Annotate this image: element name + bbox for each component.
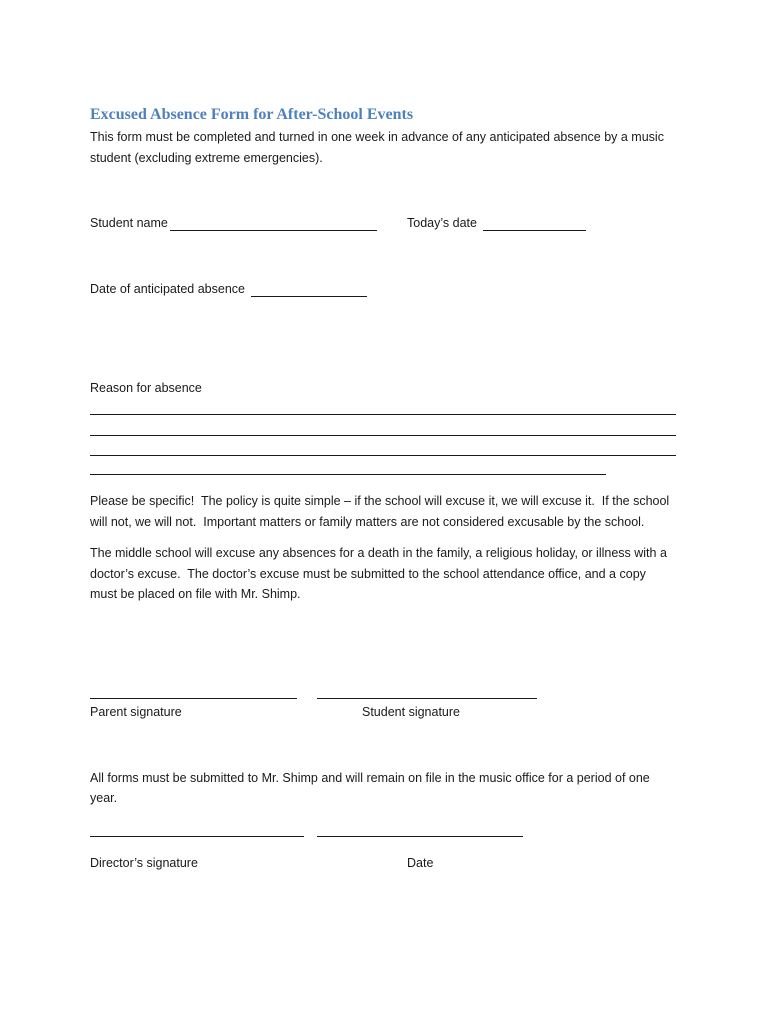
policy-p2-line-2: doctor’s excuse. The doctor’s excuse must be submitted to the school attendance office, and a copy — [90, 567, 646, 581]
reason-label: Reason for absence — [90, 381, 202, 395]
student-name-field[interactable] — [170, 230, 377, 231]
form-title: Excused Absence Form for After-School Events — [90, 106, 414, 123]
todays-date-field[interactable] — [483, 230, 586, 231]
policy-p1-line-1: Please be specific! The policy is quite simple – if the school will excuse it, we will excuse it. If the school — [90, 494, 670, 508]
todays-date-label: Today’s date — [407, 216, 477, 230]
office-note-line-1: All forms must be submitted to Mr. Shimp and will remain on file in the music office for a period of one — [90, 771, 650, 785]
absence-date-label: Date of anticipated absence — [90, 282, 245, 296]
director-date-field[interactable] — [317, 836, 523, 837]
intro-line-1: This form must be completed and turned in one week in advance of any anticipated absence by a music — [90, 130, 664, 144]
policy-p1-line-2: will not, we will not. Important matters or family matters are not considered excusable by the school. — [90, 515, 645, 529]
student-name-label: Student name — [90, 216, 168, 230]
reason-line-3[interactable] — [90, 455, 676, 456]
director-signature-field[interactable] — [90, 836, 304, 837]
policy-p2-line-3: must be placed on file with Mr. Shimp. — [90, 587, 301, 601]
reason-line-4[interactable] — [90, 474, 606, 475]
policy-p2-line-1: The middle school will excuse any absences for a death in the family, a religious holiday, or illness with a — [90, 546, 667, 560]
reason-line-2[interactable] — [90, 435, 676, 436]
student-signature-label: Student signature — [362, 705, 460, 719]
student-signature-field[interactable] — [317, 698, 537, 699]
director-signature-label: Director’s signature — [90, 856, 198, 870]
reason-line-1[interactable] — [90, 414, 676, 415]
office-note-line-2: year. — [90, 791, 118, 805]
absence-date-field[interactable] — [251, 296, 367, 297]
director-date-label: Date — [407, 856, 434, 870]
parent-signature-label: Parent signature — [90, 705, 182, 719]
intro-line-2: student (excluding extreme emergencies). — [90, 151, 323, 165]
parent-signature-field[interactable] — [90, 698, 297, 699]
